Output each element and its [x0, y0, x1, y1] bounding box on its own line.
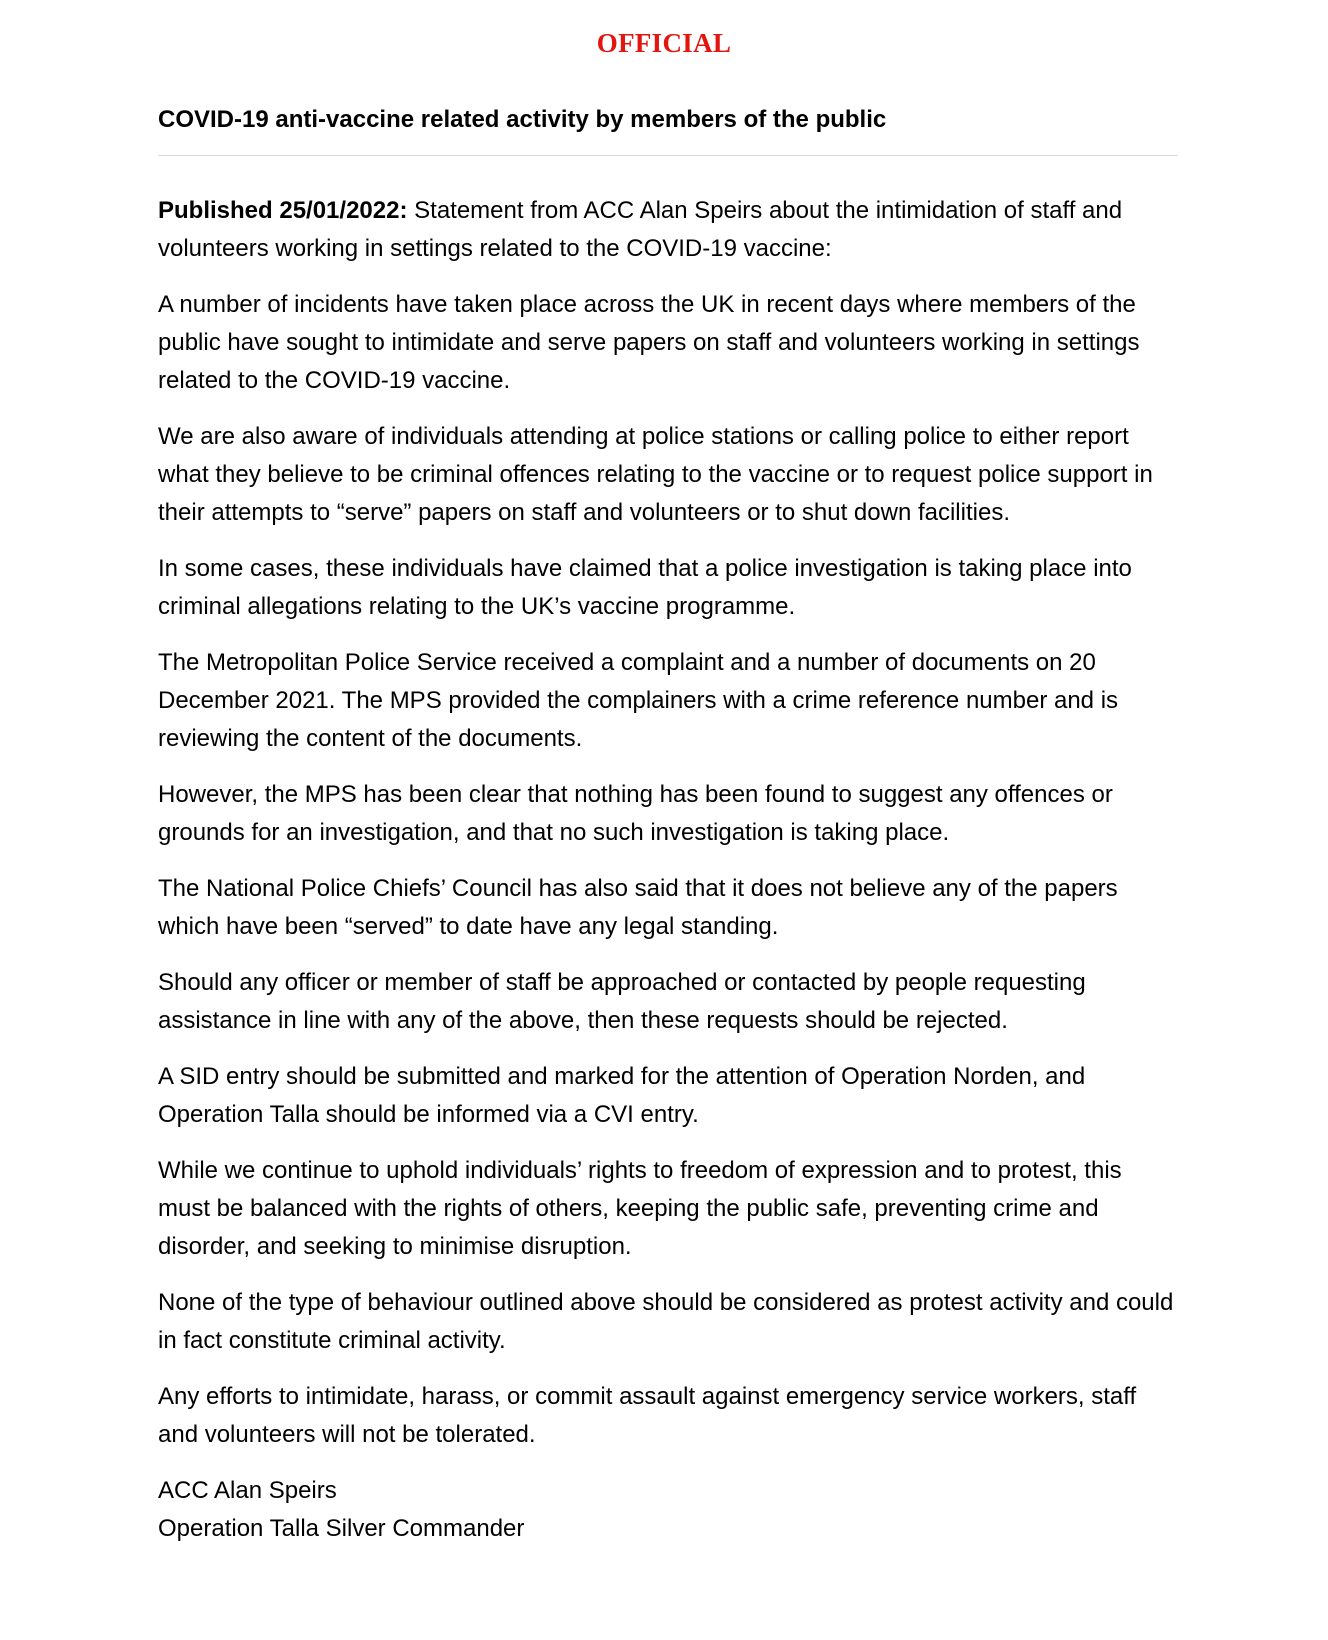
paragraph: The National Police Chiefs’ Council has also said that it does not believe any of the papers which have been “served” to date have any legal standing. — [158, 875, 1118, 940]
signature-name: ACC Alan Speirs — [158, 1477, 337, 1504]
intro-text: Statement from ACC Alan Speirs about the intimidation of staff and volunteers working in settings related to the COVID-19 vaccine: — [158, 197, 1123, 262]
classification-marking: OFFICIAL — [596, 28, 732, 58]
paragraph: None of the type of behaviour outlined above should be considered as protest activity and could in fact constitute criminal activity. — [158, 1289, 1174, 1354]
page-title: COVID-19 anti-vaccine related activity by members of the public — [158, 106, 887, 133]
signature-role: Operation Talla Silver Commander — [158, 1515, 525, 1542]
paragraph: In some cases, these individuals have claimed that a police investigation is taking place into criminal allegations relating to the UK’s vaccine programme. — [158, 555, 1132, 620]
paragraph: Should any officer or member of staff be approached or contacted by people requesting assistance in line with any of the above, then these requests should be rejected. — [158, 969, 1086, 1034]
paragraph: A number of incidents have taken place across the UK in recent days where members of the public have sought to intimidate and serve papers on staff and volunteers working in settings related to the COVID-19 vaccine. — [158, 291, 1140, 394]
paragraph: While we continue to uphold individuals’ rights to freedom of expression and to protest, this must be balanced with the rights of others, keeping the public safe, preventing crime and disorder, and seeking to minimise disruption. — [158, 1157, 1122, 1260]
paragraph: However, the MPS has been clear that nothing has been found to suggest any offences or grounds for an investigation, and that no such investigation is taking place. — [158, 781, 1113, 846]
paragraph: The Metropolitan Police Service received a complaint and a number of documents on 20 December 2021. The MPS provided the complainers with a crime reference number and is reviewing the content of the documents. — [158, 649, 1119, 752]
paragraph: We are also aware of individuals attending at police stations or calling police to either report what they believe to be criminal offences relating to the vaccine or to request police support in their attempts to “serve” papers on staff and volunteers or to shut down facilities. — [158, 423, 1153, 526]
intro-paragraph — [158, 192, 1178, 268]
paragraph: A SID entry should be submitted and marked for the attention of Operation Norden, and Operation Talla should be informed via a CVI entry. — [158, 1063, 1086, 1128]
statement-body — [158, 104, 1178, 1548]
published-date-label: Published 25/01/2022: — [158, 197, 408, 224]
paragraph: Any efforts to intimidate, harass, or commit assault against emergency service workers, staff and volunteers will not be tolerated. — [158, 1383, 1137, 1448]
title-divider — [158, 155, 1178, 156]
